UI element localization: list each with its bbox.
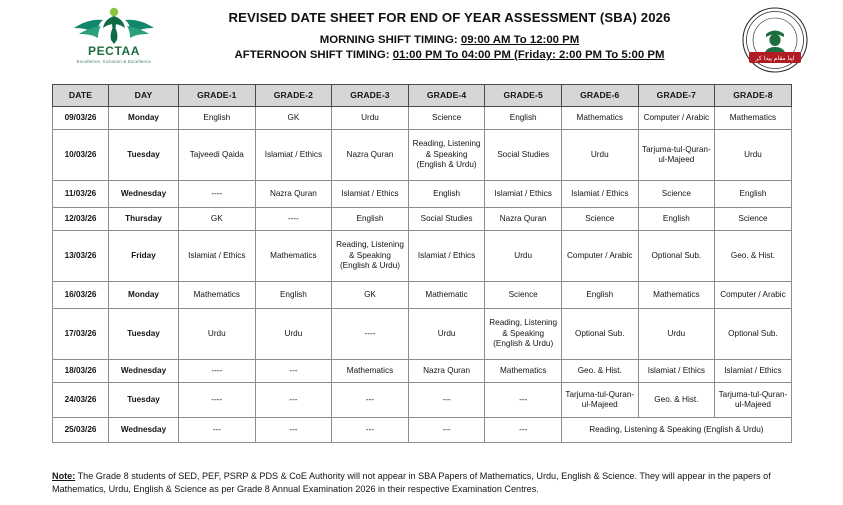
column-header-grade-6: GRADE-6 (561, 85, 638, 107)
svg-text:اپنا مقام پیدا کر: اپنا مقام پیدا کر (755, 55, 795, 62)
department-seal-logo (729, 6, 821, 76)
cell-date: 11/03/26 (53, 181, 109, 208)
title-block (176, 10, 723, 64)
cell-subject: Mathematic (408, 282, 485, 309)
cell-subject: Optional Sub. (715, 309, 792, 360)
cell-subject: Urdu (638, 309, 715, 360)
cell-subject: --- (255, 418, 332, 443)
cell-subject: Islamiat / Ethics (179, 231, 256, 282)
cell-date: 10/03/26 (53, 130, 109, 181)
cell-subject: --- (408, 418, 485, 443)
column-header-day: DAY (109, 85, 179, 107)
cell-subject: Social Studies (485, 130, 562, 181)
cell-subject: Urdu (715, 130, 792, 181)
cell-subject: Computer / Arabic (715, 282, 792, 309)
cell-subject: English (561, 282, 638, 309)
cell-date: 24/03/26 (53, 383, 109, 418)
table-row (53, 383, 792, 418)
cell-subject: English (715, 181, 792, 208)
cell-subject: Islamiat / Ethics (638, 360, 715, 383)
seal-icon (736, 6, 814, 76)
column-header-grade-4: GRADE-4 (408, 85, 485, 107)
cell-subject: Mathematics (715, 107, 792, 130)
cell-subject: --- (485, 383, 562, 418)
afternoon-shift-time: 01:00 PM To 04:00 PM (Friday: 2:00 PM To 5:00 PM (392, 49, 665, 61)
cell-day: Thursday (109, 208, 179, 231)
cell-day: Wednesday (109, 181, 179, 208)
cell-subject: --- (255, 383, 332, 418)
cell-subject: --- (179, 418, 256, 443)
column-header-date: DATE (53, 85, 109, 107)
morning-shift-label: MORNING SHIFT TIMING: (319, 34, 458, 46)
cell-subject: Urdu (255, 309, 332, 360)
cell-subject: English (408, 181, 485, 208)
cell-date: 17/03/26 (53, 309, 109, 360)
cell-subject: Mathematics (255, 231, 332, 282)
cell-subject: Nazra Quran (408, 360, 485, 383)
cell-subject: ---- (179, 360, 256, 383)
cell-subject: Urdu (408, 309, 485, 360)
cell-subject: Geo. & Hist. (561, 360, 638, 383)
table-row (53, 418, 792, 443)
pectaa-eagle-icon (58, 6, 170, 46)
afternoon-shift-line (176, 49, 723, 61)
cell-subject: --- (408, 383, 485, 418)
cell-date: 09/03/26 (53, 107, 109, 130)
table-row (53, 360, 792, 383)
cell-subject: Islamiat / Ethics (561, 181, 638, 208)
column-header-grade-3: GRADE-3 (332, 85, 409, 107)
morning-shift-line (176, 34, 723, 46)
column-header-grade-7: GRADE-7 (638, 85, 715, 107)
cell-subject: Tarjuma-tul-Quran-ul-Majeed (561, 383, 638, 418)
cell-subject: Mathematics (485, 360, 562, 383)
table-row (53, 309, 792, 360)
cell-subject: Urdu (332, 107, 409, 130)
morning-shift-time: 09:00 AM To 12:00 PM (460, 34, 580, 46)
table-row (53, 181, 792, 208)
cell-subject: Islamiat / Ethics (332, 181, 409, 208)
cell-subject: Reading, Listening & Speaking (English & Urdu) (561, 418, 791, 443)
cell-subject: Nazra Quran (332, 130, 409, 181)
cell-subject: ---- (332, 309, 409, 360)
table-row (53, 231, 792, 282)
cell-subject: Science (561, 208, 638, 231)
cell-subject: ---- (255, 208, 332, 231)
cell-subject: English (485, 107, 562, 130)
cell-subject: English (179, 107, 256, 130)
cell-subject: English (332, 208, 409, 231)
cell-subject: --- (485, 418, 562, 443)
cell-subject: Geo. & Hist. (715, 231, 792, 282)
column-header-grade-5: GRADE-5 (485, 85, 562, 107)
cell-subject: --- (255, 360, 332, 383)
column-header-grade-2: GRADE-2 (255, 85, 332, 107)
cell-subject: Nazra Quran (255, 181, 332, 208)
cell-subject: Social Studies (408, 208, 485, 231)
cell-day: Friday (109, 231, 179, 282)
cell-day: Wednesday (109, 360, 179, 383)
table-body (53, 107, 792, 443)
afternoon-shift-label: AFTERNOON SHIFT TIMING: (234, 49, 390, 61)
cell-subject: Mathematics (179, 282, 256, 309)
cell-subject: English (255, 282, 332, 309)
cell-subject: --- (332, 383, 409, 418)
cell-subject: Islamiat / Ethics (715, 360, 792, 383)
cell-subject: Tarjuma-tul-Quran-ul-Majeed (638, 130, 715, 181)
cell-subject: ---- (179, 181, 256, 208)
cell-subject: Science (408, 107, 485, 130)
cell-subject: ---- (179, 383, 256, 418)
cell-subject: Islamiat / Ethics (255, 130, 332, 181)
cell-day: Monday (109, 107, 179, 130)
cell-subject: Islamiat / Ethics (408, 231, 485, 282)
cell-subject: Optional Sub. (561, 309, 638, 360)
cell-subject: Optional Sub. (638, 231, 715, 282)
page-title: REVISED DATE SHEET FOR END OF YEAR ASSESSMENT (SBA) 2026 (228, 10, 671, 25)
pectaa-logo-tagline: Excellence, Inclusion & Excellence (76, 59, 152, 64)
pectaa-logo-name: PECTAA (87, 44, 141, 58)
note-label: Note: (52, 471, 76, 481)
table-row (53, 282, 792, 309)
cell-date: 16/03/26 (53, 282, 109, 309)
cell-subject: Tarjuma-tul-Quran-ul-Majeed (715, 383, 792, 418)
cell-day: Tuesday (109, 130, 179, 181)
cell-subject: Mathematics (561, 107, 638, 130)
cell-subject: Geo. & Hist. (638, 383, 715, 418)
cell-subject: Tajveedi Qaida (179, 130, 256, 181)
cell-date: 12/03/26 (53, 208, 109, 231)
cell-subject: Mathematics (638, 282, 715, 309)
note-text: The Grade 8 students of SED, PEF, PSRP & PDS & CoE Authority will not appear in SBA Papers of Mathematics, Urdu, English & Science. They will appear in the papers of Mathematics, Urdu, English & Science as per Grade 8 Annual Examination 2026 in their respective Examination Centres. (52, 471, 771, 495)
cell-subject: Computer / Arabic (638, 107, 715, 130)
cell-subject: Science (715, 208, 792, 231)
cell-date: 13/03/26 (53, 231, 109, 282)
cell-subject: Urdu (179, 309, 256, 360)
cell-subject: Urdu (561, 130, 638, 181)
cell-subject: Urdu (485, 231, 562, 282)
date-sheet-table (52, 84, 792, 443)
cell-day: Tuesday (109, 383, 179, 418)
cell-day: Monday (109, 282, 179, 309)
table-row (53, 107, 792, 130)
cell-subject: Reading, Listening & Speaking (English & Urdu) (485, 309, 562, 360)
cell-subject: Science (485, 282, 562, 309)
cell-subject: GK (255, 107, 332, 130)
cell-subject: --- (332, 418, 409, 443)
column-header-grade-8: GRADE-8 (715, 85, 792, 107)
cell-subject: Reading, Listening & Speaking (English & Urdu) (408, 130, 485, 181)
table-header-row (53, 85, 792, 107)
date-sheet-table-wrapper (52, 84, 791, 443)
cell-subject: Science (638, 181, 715, 208)
cell-subject: Computer / Arabic (561, 231, 638, 282)
cell-subject: Nazra Quran (485, 208, 562, 231)
table-row (53, 208, 792, 231)
cell-day: Tuesday (109, 309, 179, 360)
cell-subject: Reading, Listening & Speaking (English & Urdu) (332, 231, 409, 282)
cell-subject: English (638, 208, 715, 231)
cell-subject: GK (179, 208, 256, 231)
cell-subject: Islamiat / Ethics (485, 181, 562, 208)
cell-date: 25/03/26 (53, 418, 109, 443)
cell-subject: Mathematics (332, 360, 409, 383)
table-row (53, 130, 792, 181)
pectaa-logo (58, 6, 170, 74)
column-header-grade-1: GRADE-1 (179, 85, 256, 107)
footer-note (52, 470, 812, 496)
page-header (0, 0, 843, 80)
cell-subject: GK (332, 282, 409, 309)
cell-date: 18/03/26 (53, 360, 109, 383)
cell-day: Wednesday (109, 418, 179, 443)
